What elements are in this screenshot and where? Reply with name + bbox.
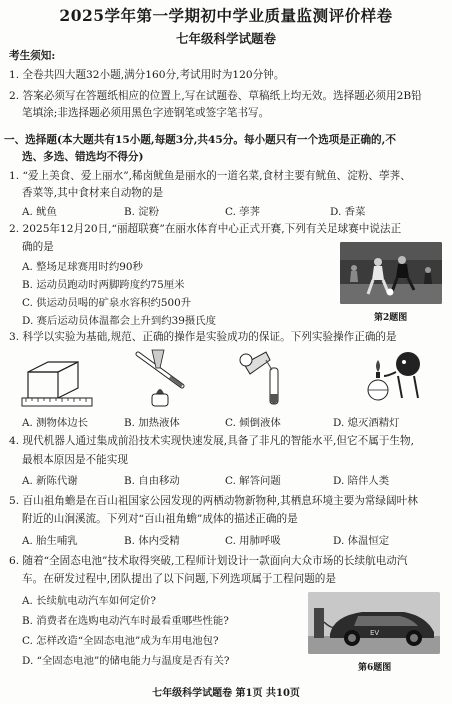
- q2-option-d: D. 赛后运动员体温都会上升到约39摄氏度: [22, 315, 217, 327]
- ruler-measure-figure: [20, 352, 105, 410]
- q5-option-b: B. 体内受精: [124, 535, 180, 547]
- q4-stem: 4. 现代机器人通过集成前沿技术实现快速发展,具备了非凡的智能水平,但它不属于生物,: [9, 435, 414, 447]
- section1-heading: 一、选择题(本大题共有15小题,每题3分,共45分。每小题只有一个选项是正确的,不: [4, 134, 396, 146]
- q6-figure-caption: 第6题图: [358, 663, 392, 673]
- exam-title: 2025学年第一学期初中学业质量监测评价样卷: [59, 6, 393, 25]
- q6-stem: 6. 随着“全固态电池”技术取得突破,工程师计划设计一款面向大众市场的长续航电动汽: [9, 555, 408, 567]
- q1-option-d: D. 香菜: [330, 206, 366, 218]
- q1-option-b: B. 淀粉: [124, 206, 160, 218]
- q5-stem-cont: 附近的山涧溪流。下列对“百山祖角蟾”成体的描述正确的是: [22, 513, 298, 525]
- page-footer: 七年级科学试题卷 第1页 共10页: [152, 688, 300, 699]
- notice-item-2: 2. 答案必须写在答题纸相应的位置上,写在试题卷、草稿纸上均无效。选择题必须用2B铅: [9, 90, 422, 102]
- q2-stem: 2. 2025年12月20日,“丽超联赛”在丽水体育中心正式开赛,下列有关足球赛中说法正: [9, 223, 402, 235]
- notice-item-2-cont: 笔填涂;非选择题必须用黑色字迹钢笔或签字笔书写。: [22, 107, 270, 119]
- q1-option-c: C. 荸荠: [225, 206, 260, 218]
- q3-option-c: C. 倾倒液体: [225, 417, 281, 429]
- q3-option-b: B. 加热液体: [124, 417, 180, 429]
- q1-stem: 1. “爱上美食、爱上丽水”,稀卤鱿鱼是丽水的一道名菜,食材主要有鱿鱼、淀粉、荸荠、: [9, 170, 411, 182]
- exam-subtitle: 七年级科学试题卷: [175, 31, 276, 46]
- q6-option-a: A. 长续航电动汽车如何定价?: [22, 595, 156, 607]
- q4-option-d: D. 陪伴人类: [333, 475, 390, 487]
- q3-stem: 3. 科学以实验为基础,规范、正确的操作是实验成功的保证。下列实验操作正确的是: [9, 331, 397, 343]
- q1-stem-cont: 香菜等,其中食材来自动物的是: [22, 187, 164, 199]
- q4-option-c: C. 解答问题: [225, 475, 281, 487]
- extinguish-lamp-figure: [358, 346, 428, 410]
- q6-option-d: D. “全固态电池”的储电能力与温度是否有关?: [22, 655, 230, 667]
- q3-option-a: A. 测物体边长: [22, 417, 89, 429]
- notice-heading: 考生须知:: [9, 50, 56, 62]
- q3-option-d: D. 熄灭酒精灯: [333, 417, 400, 429]
- q5-stem: 5. 百山祖角蟾是在百山祖国家公园发现的两栖动物新物种,其栖息环境主要为常绿阔叶林: [9, 495, 418, 507]
- q5-option-d: D. 体温恒定: [333, 535, 390, 547]
- q4-option-a: A. 新陈代谢: [22, 475, 78, 487]
- q2-option-a: A. 整场足球赛用时约90秒: [22, 261, 143, 273]
- section1-heading-cont: 选、多选、错选均不得分): [22, 151, 144, 163]
- notice-item-1: 1. 全卷共四大题32小题,满分160分,考试用时为120分钟。: [9, 69, 285, 81]
- q2-option-b: B. 运动员跑动时两脚跨度约75厘米: [22, 279, 185, 291]
- q2-option-c: C. 供运动员喝的矿泉水容积约500升: [22, 297, 192, 309]
- q5-option-c: C. 用肺呼吸: [225, 535, 281, 547]
- q2-figure-caption: 第2题图: [374, 313, 408, 323]
- q6-option-c: C. 怎样改造“全固态电池”成为车用电池包?: [22, 635, 219, 647]
- heating-liquid-figure: [130, 346, 200, 410]
- ev-car-photo: [308, 592, 440, 654]
- q5-option-a: A. 胎生哺乳: [22, 535, 78, 547]
- q2-stem-cont: 确的是: [22, 241, 54, 253]
- q1-option-a: A. 鱿鱼: [22, 206, 57, 218]
- q6-option-b: B. 消费者在选购电动汽车时最看重哪些性能?: [22, 615, 229, 627]
- q6-stem-cont: 车。在研发过程中,团队提出了以下问题,下列选项属于工程问题的是: [22, 573, 336, 585]
- pouring-liquid-figure: [236, 346, 296, 410]
- soccer-photo: [340, 242, 442, 304]
- q4-stem-cont: 最根本原因是不能实现: [22, 454, 128, 466]
- ev-badge: EV: [370, 629, 380, 637]
- q4-option-b: B. 自由移动: [124, 475, 180, 487]
